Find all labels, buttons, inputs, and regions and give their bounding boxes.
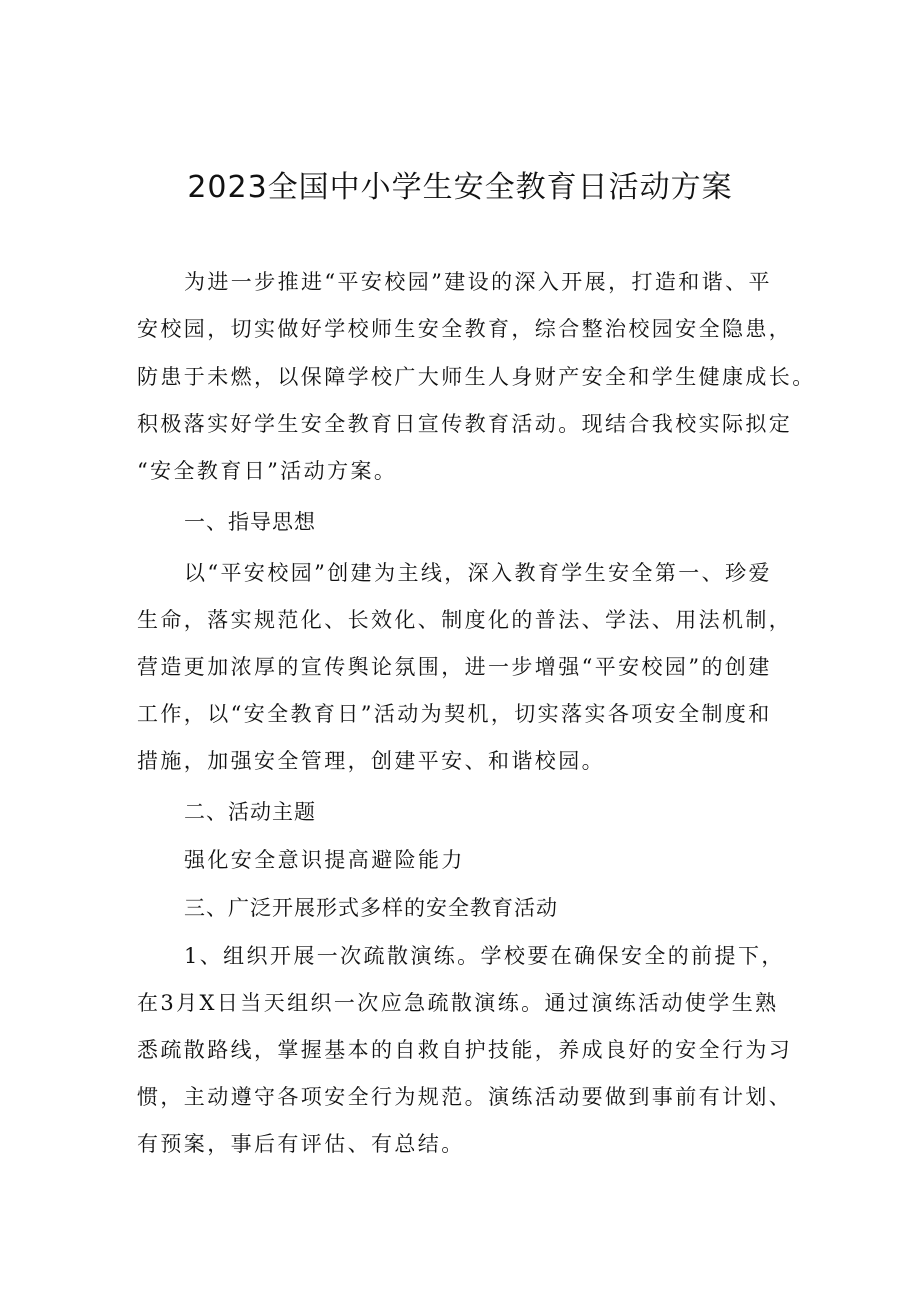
section3-line-4: 惯，主动遵守各项安全行为规范。演练活动要做到事前有计划、 — [137, 1085, 793, 1109]
intro-line-5: “安全教育日”活动方案。 — [137, 459, 398, 483]
document-title: 2023全国中小学生安全教育日活动方案 — [187, 170, 733, 205]
section1-line-3: 营造更加浓厚的宣传舆论氛围，进一步增强“平安校园”的创建 — [137, 655, 772, 679]
section-heading-guiding-ideology: 一、指导思想 — [184, 510, 316, 534]
section3-line-2: 在3月X日当天组织一次应急疏散演练。通过演练活动使学生熟 — [137, 991, 779, 1015]
section-heading-activity-theme: 二、活动主题 — [184, 800, 316, 824]
section1-line-4: 工作，以“安全教育日”活动为契机，切实落实各项安全制度和 — [137, 702, 772, 726]
section1-line-5: 措施，加强安全管理，创建平安、和谐校园。 — [137, 749, 605, 773]
section3-line-1: 1、组织开展一次疏散演练。学校要在确保安全的前提下， — [184, 944, 785, 968]
intro-line-1: 为进一步推进“平安校园”建设的深入开展，打造和谐、平 — [184, 270, 772, 294]
section1-line-2: 生命，落实规范化、长效化、制度化的普法、学法、用法机制， — [137, 608, 793, 632]
intro-line-3: 防患于未燃，以保障学校广大师生人身财产安全和学生健康成长。 — [137, 365, 816, 389]
section3-line-3: 悉疏散路线，掌握基本的自救自护技能，养成良好的安全行为习 — [137, 1038, 793, 1062]
intro-line-4: 积极落实好学生安全教育日宣传教育活动。现结合我校实际拟定 — [137, 412, 793, 436]
section2-line-1: 强化安全意识提高避险能力 — [184, 848, 465, 872]
section1-line-1: 以“平安校园”创建为主线，深入教育学生安全第一、珍爱 — [184, 561, 772, 585]
section-heading-safety-activities: 三、广泛开展形式多样的安全教育活动 — [184, 896, 558, 920]
intro-line-2: 安校园，切实做好学校师生安全教育，综合整治校园安全隐患， — [137, 317, 793, 341]
section3-line-5: 有预案，事后有评估、有总结。 — [137, 1132, 465, 1156]
